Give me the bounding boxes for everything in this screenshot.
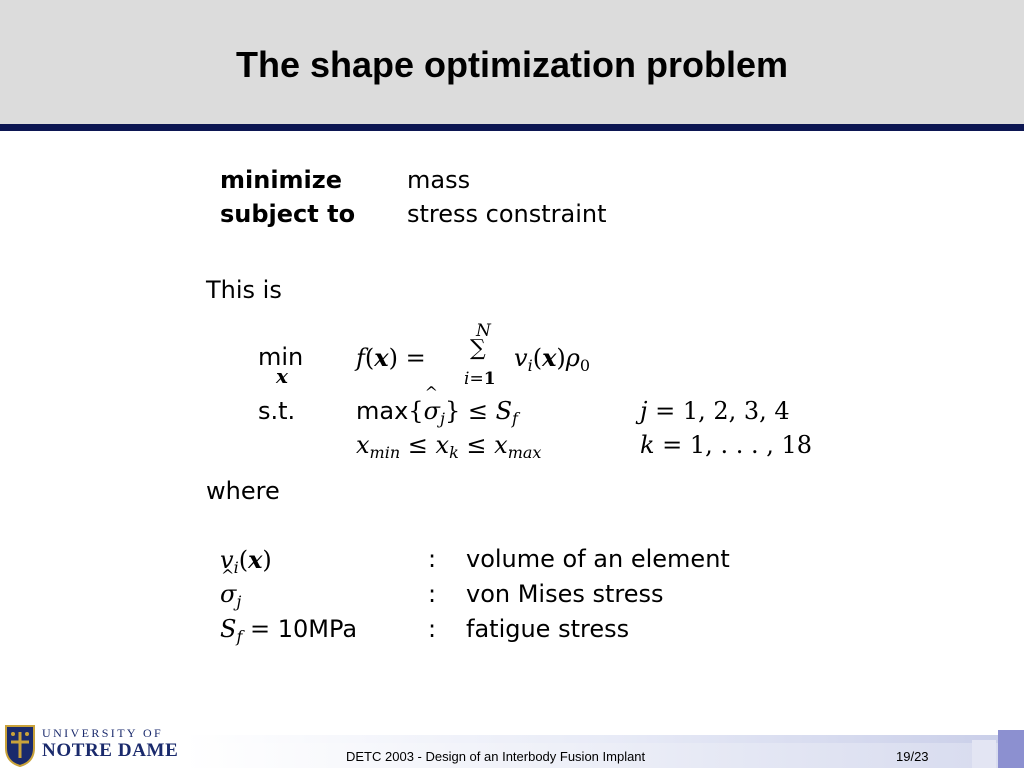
stress-constraint: max{^ $\sigma_j\} \le S_f$ xyxy=(356,397,518,428)
constraint-j-range: j = 1, 2, 3, 4 xyxy=(640,397,790,425)
subject-to-value: stress constraint xyxy=(407,200,607,228)
def-sep-volume: : xyxy=(428,545,437,573)
slide-content xyxy=(0,131,1024,721)
minimize-value: mass xyxy=(407,166,471,194)
logo-line1: UNIVERSITY OF xyxy=(42,726,164,740)
def-symbol-volume: $v_i(x)$ xyxy=(220,545,272,577)
min-subscript-x: x xyxy=(276,364,288,388)
min-label: min xyxy=(258,343,304,371)
st-label: s.t. xyxy=(258,397,296,425)
slide-title: The shape optimization problem xyxy=(235,44,789,85)
def-desc-sf: fatigue stress xyxy=(466,615,630,643)
minimize-label: minimize xyxy=(220,166,343,194)
footer-decoration-dark xyxy=(998,730,1024,768)
where-text: where xyxy=(206,477,280,505)
shield-icon xyxy=(6,726,34,766)
sum-upper-limit: N xyxy=(476,321,491,341)
footer-decoration-light xyxy=(972,740,996,768)
subject-to-label: subject to xyxy=(220,200,356,228)
objective-rhs: $v_i(x)\rho_0$ xyxy=(514,343,591,375)
def-symbol-sigma: ^ $\sigma_j$ xyxy=(220,580,241,611)
objective-lhs: f(x) = xyxy=(356,343,426,372)
sf-value: 10MPa xyxy=(277,615,358,643)
this-is-text: This is xyxy=(206,276,282,304)
university-logo xyxy=(2,722,182,768)
header-rule xyxy=(0,124,1024,131)
def-sep-sigma: : xyxy=(428,580,437,608)
def-symbol-sf: $S_f = 10MPa$ xyxy=(220,615,358,646)
page-number: 19/23 xyxy=(896,749,929,764)
def-desc-volume: volume of an element xyxy=(466,545,730,573)
def-sep-sf: : xyxy=(428,615,437,643)
constraint-k-range: k = 1, . . . , 18 xyxy=(640,431,813,459)
bound-constraint: $x_{min} \le x_k \le x_{max}$ xyxy=(356,431,542,462)
logo-line2: NOTRE DAME xyxy=(42,740,179,761)
footer-title: DETC 2003 - Design of an Interbody Fusion Implant xyxy=(346,749,646,764)
sum-lower-limit: i=1 xyxy=(464,369,496,389)
slide-header xyxy=(0,0,1024,124)
def-desc-sigma: von Mises stress xyxy=(466,580,664,608)
sum-symbol: ∑ xyxy=(470,336,486,361)
max-label: max xyxy=(356,397,409,425)
